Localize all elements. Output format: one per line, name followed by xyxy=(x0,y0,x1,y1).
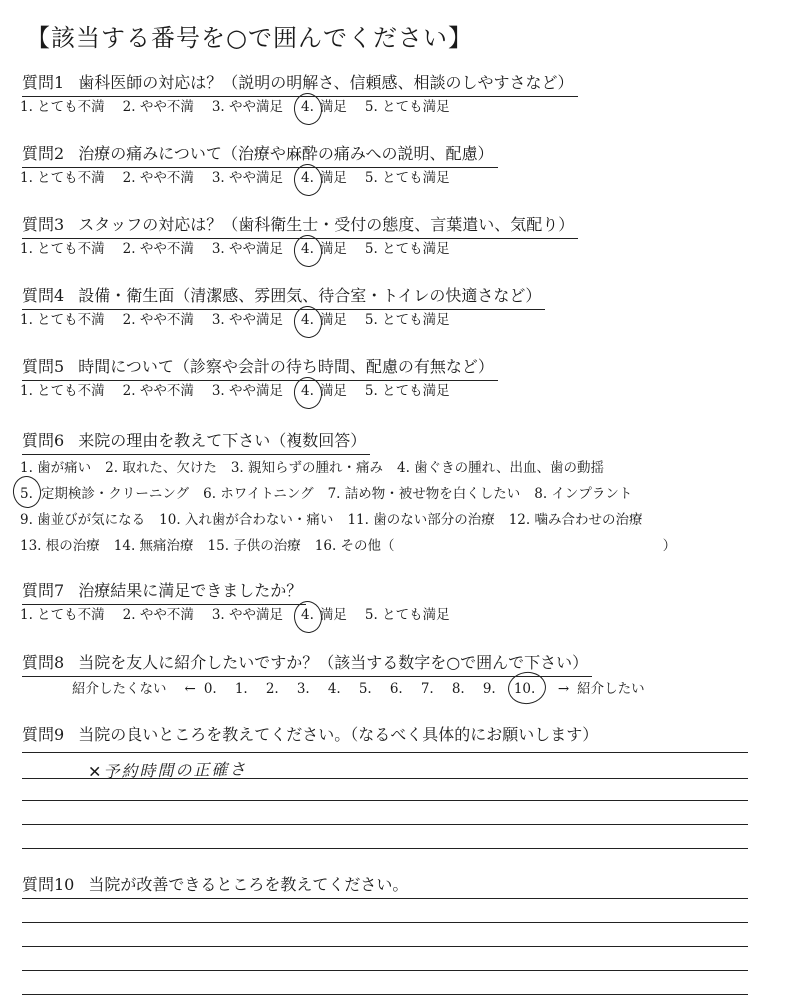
question-5-heading xyxy=(22,354,498,381)
option-2[interactable]: 2. やや不満 xyxy=(122,383,194,399)
reason-row xyxy=(20,456,618,480)
reason-option[interactable]: 14. 無痛治療 xyxy=(113,538,194,554)
option-number: 4. xyxy=(301,170,314,186)
option-1[interactable]: 1. とても不満 xyxy=(20,607,105,623)
scale-option-10[interactable]: 10. xyxy=(514,678,550,700)
question-9-heading xyxy=(22,722,602,748)
answer-line xyxy=(22,970,748,971)
question-text: 設備・衛生面（清潔感、雰囲気、待合室・トイレの快適さなど） xyxy=(78,286,542,305)
question-number: 質問10 xyxy=(22,875,75,894)
option-3[interactable]: 3. やや満足 xyxy=(211,607,284,623)
question-number: 質問4 xyxy=(22,286,65,305)
option-number: 4. xyxy=(301,607,314,623)
question-text: 治療の痛みについて（治療や麻酔の痛みへの説明、配慮） xyxy=(78,144,494,163)
option-3[interactable]: 3. やや満足 xyxy=(211,99,284,115)
question-text: スタッフの対応は？（歯科衛生士・受付の態度、言葉遣い、気配り） xyxy=(78,215,575,234)
option-label: 満足 xyxy=(319,383,347,399)
checkmark-icon: ✕ xyxy=(87,762,104,782)
option-5[interactable]: 5. とても満足 xyxy=(364,241,450,257)
option-4[interactable] xyxy=(301,96,347,118)
option-2[interactable]: 2. やや不満 xyxy=(122,312,194,328)
option-4[interactable] xyxy=(301,238,347,260)
question-3-options xyxy=(20,238,468,260)
reason-option[interactable]: 7. 詰め物・被せ物を白くしたい xyxy=(327,486,521,502)
question-2-heading xyxy=(22,141,498,168)
option-2[interactable]: 2. やや不満 xyxy=(122,241,194,257)
option-5[interactable]: 5. とても満足 xyxy=(364,170,450,186)
option-1[interactable]: 1. とても不満 xyxy=(20,170,105,186)
question-number: 質問1 xyxy=(22,73,65,92)
scale-option-4[interactable]: 4. xyxy=(327,681,341,697)
question-number: 質問9 xyxy=(22,725,65,744)
reason-option[interactable]: 13. 根の治療 xyxy=(20,538,100,554)
answer-line xyxy=(22,848,748,849)
scale-left-label: 紹介したくない xyxy=(72,681,167,697)
question-text: 来院の理由を教えて下さい（複数回答） xyxy=(78,431,367,450)
option-2[interactable]: 2. やや不満 xyxy=(122,99,194,115)
question-10-heading xyxy=(22,872,412,898)
option-5[interactable]: 5. とても満足 xyxy=(364,312,450,328)
recommend-scale xyxy=(72,678,645,700)
scale-option-1[interactable]: 1. xyxy=(234,681,248,697)
question-text: 当院の良いところを教えてください。（なるべく具体的にお願いします） xyxy=(78,725,599,744)
option-number: 4. xyxy=(301,241,314,257)
option-1[interactable]: 1. とても不満 xyxy=(20,312,105,328)
option-label: 満足 xyxy=(319,607,347,623)
option-3[interactable]: 3. やや満足 xyxy=(211,241,284,257)
answer-line xyxy=(22,946,748,947)
option-label: 満足 xyxy=(319,241,347,257)
scale-option-3[interactable]: 3. xyxy=(296,681,310,697)
page-title: 【該当する番号を○で囲んでください】 xyxy=(26,24,473,52)
question-4-options xyxy=(20,309,468,331)
question-number: 質問2 xyxy=(22,144,65,163)
scale-option-9[interactable]: 9. xyxy=(482,681,496,697)
question-1-options xyxy=(20,96,468,118)
question-number: 質問5 xyxy=(22,357,65,376)
option-3[interactable]: 3. やや満足 xyxy=(211,312,284,328)
option-number: 4. xyxy=(301,383,314,399)
reason-option[interactable]: 16. その他（ xyxy=(314,538,395,554)
answer-line xyxy=(22,800,748,801)
scale-option-8[interactable]: 8. xyxy=(451,681,465,697)
scale-option-6[interactable]: 6. xyxy=(389,681,403,697)
option-1[interactable]: 1. とても不満 xyxy=(20,241,105,257)
reason-option[interactable]: 11. 歯のない部分の治療 xyxy=(347,512,495,528)
left-arrow-icon: ← xyxy=(184,681,196,697)
option-label: 満足 xyxy=(319,99,347,115)
right-arrow-icon: → xyxy=(557,681,570,697)
answer-text: 予約時間の正確さ xyxy=(103,759,248,782)
reason-option[interactable]: 4. 歯ぐきの腫れ、出血、歯の動揺 xyxy=(397,460,604,476)
option-5[interactable]: 5. とても満足 xyxy=(364,383,450,399)
question-6-heading xyxy=(22,428,370,455)
reason-option[interactable]: 10. 入れ歯が合わない・痛い xyxy=(159,512,334,528)
reason-row xyxy=(20,482,646,506)
question-2-options xyxy=(20,167,468,189)
reason-option[interactable]: 8. インプラント xyxy=(534,486,633,502)
scale-right-label: 紹介したい xyxy=(577,681,645,697)
reason-option[interactable]: 定期検診・クリーニング xyxy=(40,486,190,502)
question-text: 当院が改善できるところを教えてください。 xyxy=(88,875,409,894)
reason-option[interactable]: 1. 歯が痛い xyxy=(20,460,92,476)
reason-option[interactable]: 3. 親知らずの腫れ・痛み xyxy=(230,460,384,476)
option-1[interactable]: 1. とても不満 xyxy=(20,99,105,115)
option-1[interactable]: 1. とても不満 xyxy=(20,383,105,399)
scale-option-2[interactable]: 2. xyxy=(265,681,279,697)
option-5[interactable]: 5. とても満足 xyxy=(364,99,450,115)
question-5-options xyxy=(20,380,468,402)
option-2[interactable]: 2. やや不満 xyxy=(122,170,194,186)
reason-option[interactable]: ） xyxy=(662,538,677,554)
option-label: 満足 xyxy=(319,170,347,186)
question-text: 治療結果に満足できましたか？ xyxy=(78,581,303,600)
question-4-heading xyxy=(22,283,545,310)
option-4[interactable] xyxy=(301,309,347,331)
answer-line xyxy=(22,824,748,825)
reason-row xyxy=(20,508,656,532)
option-3[interactable]: 3. やや満足 xyxy=(211,383,284,399)
reason-option[interactable]: 12. 噛み合わせの治療 xyxy=(508,512,643,528)
reason-option[interactable]: 5. xyxy=(20,482,33,506)
option-label: 満足 xyxy=(319,312,347,328)
option-number: 4. xyxy=(301,99,314,115)
question-7-heading xyxy=(22,578,306,605)
answer-line xyxy=(22,752,748,753)
reason-option[interactable]: 9. 歯並びが気になる xyxy=(20,512,146,528)
option-4[interactable] xyxy=(301,380,347,402)
reason-option[interactable]: 15. 子供の治療 xyxy=(207,538,301,554)
question-number: 質問3 xyxy=(22,215,65,234)
question-number: 質問7 xyxy=(22,581,65,600)
question-3-heading xyxy=(22,212,578,239)
question-8-heading xyxy=(22,650,592,677)
answer-line xyxy=(22,778,748,779)
reason-row xyxy=(20,534,690,558)
option-2[interactable]: 2. やや不満 xyxy=(122,607,194,623)
reason-option[interactable]: 2. 取れた、欠けた xyxy=(105,460,217,476)
answer-line xyxy=(22,922,748,923)
question-text: 時間について（診察や会計の待ち時間、配慮の有無など） xyxy=(78,357,494,376)
question-1-heading xyxy=(22,70,578,97)
option-4[interactable] xyxy=(301,167,347,189)
option-4[interactable] xyxy=(301,604,347,626)
scale-option-0[interactable]: 0. xyxy=(203,681,217,697)
question-text: 歯科医師の対応は？（説明の明解さ、信頼感、相談のしやすさなど） xyxy=(78,73,574,92)
option-5[interactable]: 5. とても満足 xyxy=(364,607,450,623)
question-7-options xyxy=(20,604,468,626)
scale-option-7[interactable]: 7. xyxy=(420,681,434,697)
reason-option[interactable]: 6. ホワイトニング xyxy=(203,486,314,502)
answer-line xyxy=(22,898,748,899)
scale-option-5[interactable]: 5. xyxy=(358,681,372,697)
option-3[interactable]: 3. やや満足 xyxy=(211,170,284,186)
question-number: 質問6 xyxy=(22,431,65,450)
question-text: 当院を友人に紹介したいですか？（該当する数字を○で囲んで下さい） xyxy=(78,653,589,672)
question-number: 質問8 xyxy=(22,653,65,672)
option-number: 4. xyxy=(301,312,314,328)
answer-line xyxy=(22,994,748,995)
